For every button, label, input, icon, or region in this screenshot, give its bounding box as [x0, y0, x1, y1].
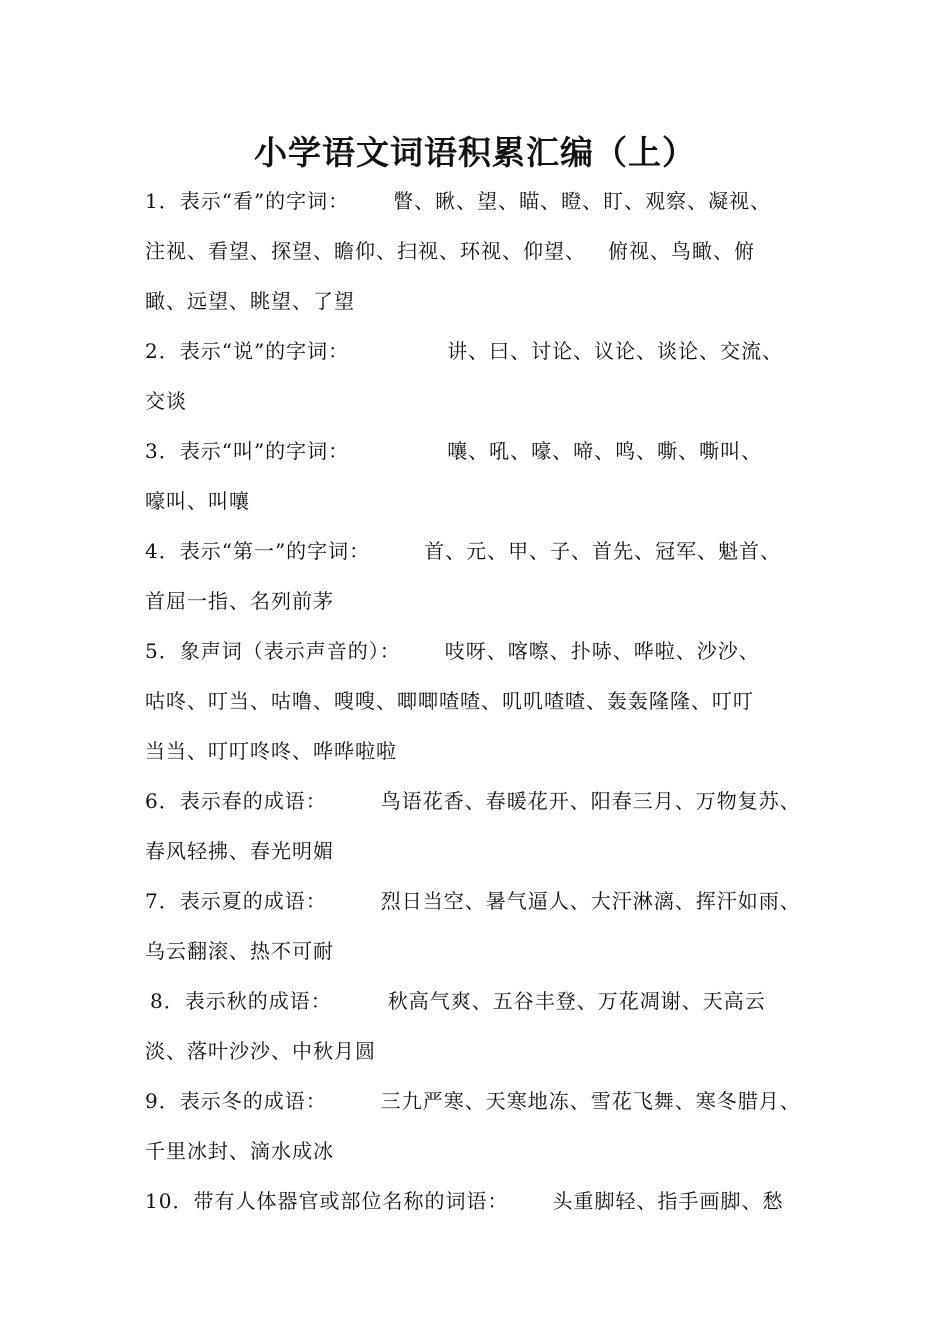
item-text: 嚎叫、叫嚷: [145, 489, 250, 513]
list-item-9-line-2: [145, 1136, 334, 1166]
item-label: 表示春的成语：: [179, 789, 327, 813]
item-text-continued: 俯视、鸟瞰、俯: [608, 239, 755, 263]
item-number: 4．: [145, 539, 180, 563]
list-item-8-line-2: [145, 1036, 376, 1066]
item-number: 1．: [145, 189, 180, 213]
list-item-7-line-2: [145, 936, 334, 966]
item-number: 3．: [145, 439, 180, 463]
item-text: 嚷、吼、嚎、啼、鸣、嘶、嘶叫、: [447, 439, 763, 463]
list-item-4-line-2: [145, 586, 334, 616]
item-text: 咕咚、叮当、咕噜、嗖嗖、唧唧喳喳、叽叽喳喳、轰轰隆隆、叮叮: [145, 689, 754, 713]
item-number: 8．: [150, 989, 185, 1013]
item-label: 表示“看”的字词：: [179, 189, 350, 213]
item-text: 瞥、瞅、望、瞄、瞪、盯、观察、凝视、: [393, 189, 772, 213]
item-number: 5．: [145, 639, 180, 663]
page-title: 小学语文词语积累汇编（上）: [254, 133, 696, 172]
item-text: 三九严寒、天寒地冻、雪花飞舞、寒冬腊月、: [380, 1089, 801, 1113]
list-item-1-line-1: [145, 186, 771, 216]
item-label: 象声词（表示声音的）：: [179, 639, 401, 663]
item-text: 淡、落叶沙沙、中秋月圆: [145, 1039, 376, 1063]
item-text: 春风轻拂、春光明媚: [145, 839, 334, 863]
item-text: 烈日当空、暑气逼人、大汗淋漓、挥汗如雨、: [380, 889, 801, 913]
list-item-6-line-2: [145, 836, 334, 866]
item-text: 秋高气爽、五谷丰登、万花凋谢、天高云: [387, 989, 766, 1013]
list-item-2-line-2: [145, 386, 187, 416]
item-text: 头重脚轻、指手画脚、愁: [552, 1189, 784, 1213]
item-text: 乌云翻滚、热不可耐: [145, 939, 334, 963]
item-number: 9．: [145, 1089, 180, 1113]
item-label: 带有人体器官或部位名称的词语：: [193, 1189, 509, 1213]
item-number: 2．: [145, 339, 180, 363]
item-label: 表示“第一”的字词：: [179, 539, 371, 563]
item-text: 鸟语花香、春暖花开、阳春三月、万物复苏、: [380, 789, 801, 813]
item-number: 6．: [145, 789, 180, 813]
item-text: 讲、曰、讨论、议论、谈论、交流、: [447, 339, 784, 363]
item-text: 当当、叮叮咚咚、哗哗啦啦: [145, 739, 397, 763]
list-item-10-line-1: [145, 1186, 783, 1216]
item-text: 瞰、远望、眺望、了望: [145, 289, 355, 313]
item-label: 表示冬的成语：: [179, 1089, 327, 1113]
list-item-1-line-3: [145, 286, 355, 316]
item-number: 10．: [145, 1189, 194, 1213]
list-item-3-line-1: [145, 436, 762, 466]
list-item-7-line-1: [145, 886, 801, 916]
list-item-4-line-1: [145, 536, 781, 566]
list-item-3-line-2: [145, 486, 250, 516]
item-label: 表示秋的成语：: [184, 989, 332, 1013]
list-item-5-line-2: [145, 686, 754, 716]
list-item-8-line-1: [150, 986, 766, 1016]
list-item-9-line-1: [145, 1086, 801, 1116]
item-text: 注视、看望、探望、瞻仰、扫视、环视、仰望、: [145, 239, 586, 263]
item-text: 首屈一指、名列前茅: [145, 589, 334, 613]
list-item-5-line-3: [145, 736, 397, 766]
item-label: 表示“叫”的字词：: [179, 439, 350, 463]
item-number: 7．: [145, 889, 180, 913]
item-text: 首、元、甲、子、首先、冠军、魁首、: [424, 539, 782, 563]
item-text: 千里冰封、滴水成冰: [145, 1139, 334, 1163]
item-text: 吱呀、喀嚓、扑哧、哗啦、沙沙、: [444, 639, 760, 663]
list-item-2-line-1: [145, 336, 783, 366]
item-label: 表示夏的成语：: [179, 889, 327, 913]
list-item-1-line-2: [145, 236, 755, 266]
item-label: 表示“说”的字词：: [179, 339, 350, 363]
list-item-6-line-1: [145, 786, 801, 816]
item-text: 交谈: [145, 389, 187, 413]
list-item-5-line-1: [145, 636, 760, 666]
